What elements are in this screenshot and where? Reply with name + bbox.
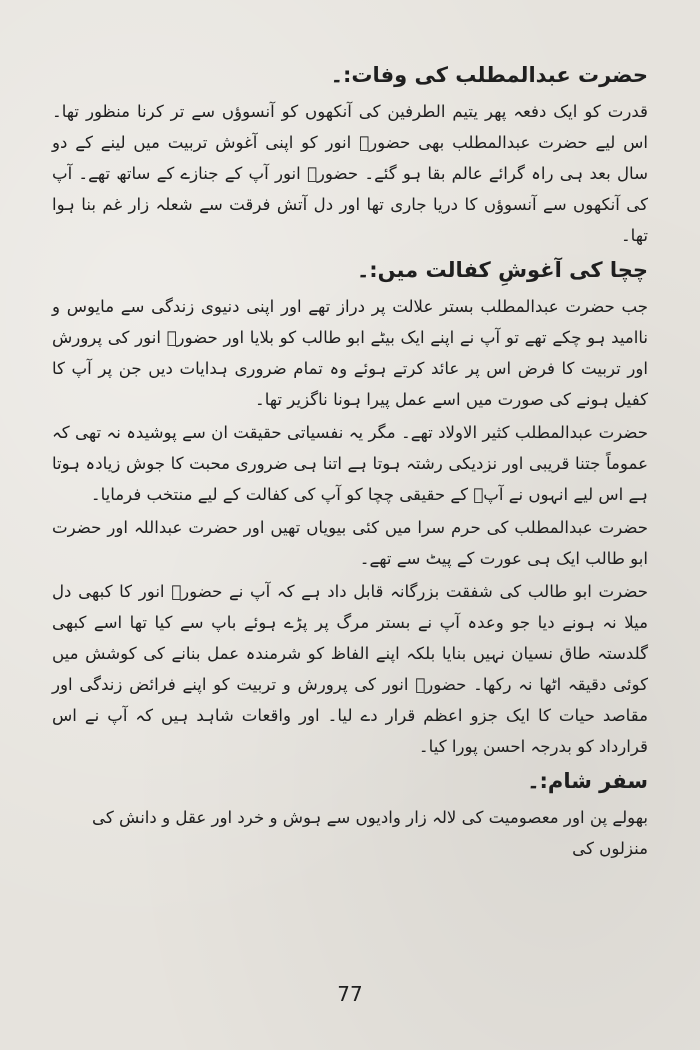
section-heading-journey: سفر شام:۔ xyxy=(527,769,648,793)
paragraph: بھولے پن اور معصومیت کی لالہ زار وادیوں سے ہوش و خرد اور عقل و دانش کی منزلوں کی xyxy=(92,808,648,858)
page-body xyxy=(52,58,648,864)
page-number: 77 xyxy=(337,982,363,1006)
section-heading-death: حضرت عبدالمطلب کی وفات:۔ xyxy=(330,63,648,87)
paragraph: قدرت کو ایک دفعہ پھر یتیم الطرفین کی آنکھوں کو آنسوؤں سے تر کرنا منظور تھا۔ اس لیے حضرت عبدالمطلب بھی حضورؐ انور کو اپنی آغوش تربیت میں لینے کے دو سال بعد ہی راہ گرائے عالم بقا ہو گئے۔ حضورؐ انور آپ کے جنازے کے ساتھ تھے۔ آپ کی آنکھوں سے آنسوؤں کا دریا جاری تھا اور دل آتش فرقت سے شعلہ زار غم بنا ہوا تھا۔ xyxy=(52,102,648,245)
paragraph: حضرت عبدالمطلب کثیر الاولاد تھے۔ مگر یہ نفسیاتی حقیقت ان سے پوشیدہ نہ تھی کہ عموماً جتنا قریبی اور نزدیکی رشتہ ہوتا ہے اتنا ہی ضروری محبت کا جوش زیادہ ہوتا ہے اس لیے انہوں نے آپؐ کے حقیقی چچا کو آپ کی کفالت کے لیے منتخب فرمایا۔ xyxy=(52,423,648,504)
section-heading-guardianship: چچا کی آغوشِ کفالت میں:۔ xyxy=(356,258,648,282)
paragraph: جب حضرت عبدالمطلب بستر علالت پر دراز تھے اور اپنی دنیوی زندگی سے مایوس و ناامید ہو چکے تھے تو آپ نے اپنے ایک بیٹے ابو طالب کو بلایا اور حضورؐ انور کی پرورش اور تربیت کا فرض اس پر عائد کرتے ہوئے وہ تمام ضروری ہدایات دیں جن پر آپ کا کفیل ہونے کی صورت میں اسے عمل پیرا ہونا ناگزیر تھا۔ xyxy=(52,297,648,409)
paragraph: حضرت ابو طالب کی شفقت بزرگانہ قابل داد ہے کہ آپ نے حضورؐ انور کا کبھی دل میلا نہ ہونے دیا جو وعدہ آپ نے بستر مرگ پر پڑے ہوئے باپ سے کیا تھا اسے کبھی گلدستہ طاق نسیان نہیں بنایا بلکہ اپنے الفاظ کو شرمندہ عمل بنانے کی کوشش میں کوئی دقیقہ اٹھا نہ رکھا۔ حضورؐ انور کی پرورش و تربیت کو اپنے فرائض زندگی اور مقاصد حیات کا ایک جزو اعظم قرار دے لیا۔ اور واقعات شاہد ہیں کہ آپ نے اس قرارداد کو بدرجہ احسن پورا کیا۔ xyxy=(52,582,648,756)
paragraph: حضرت عبدالمطلب کی حرم سرا میں کئی بیویاں تھیں اور حضرت عبداللہ اور حضرت ابو طالب ایک ہی عورت کے پیٹ سے تھے۔ xyxy=(52,518,648,568)
